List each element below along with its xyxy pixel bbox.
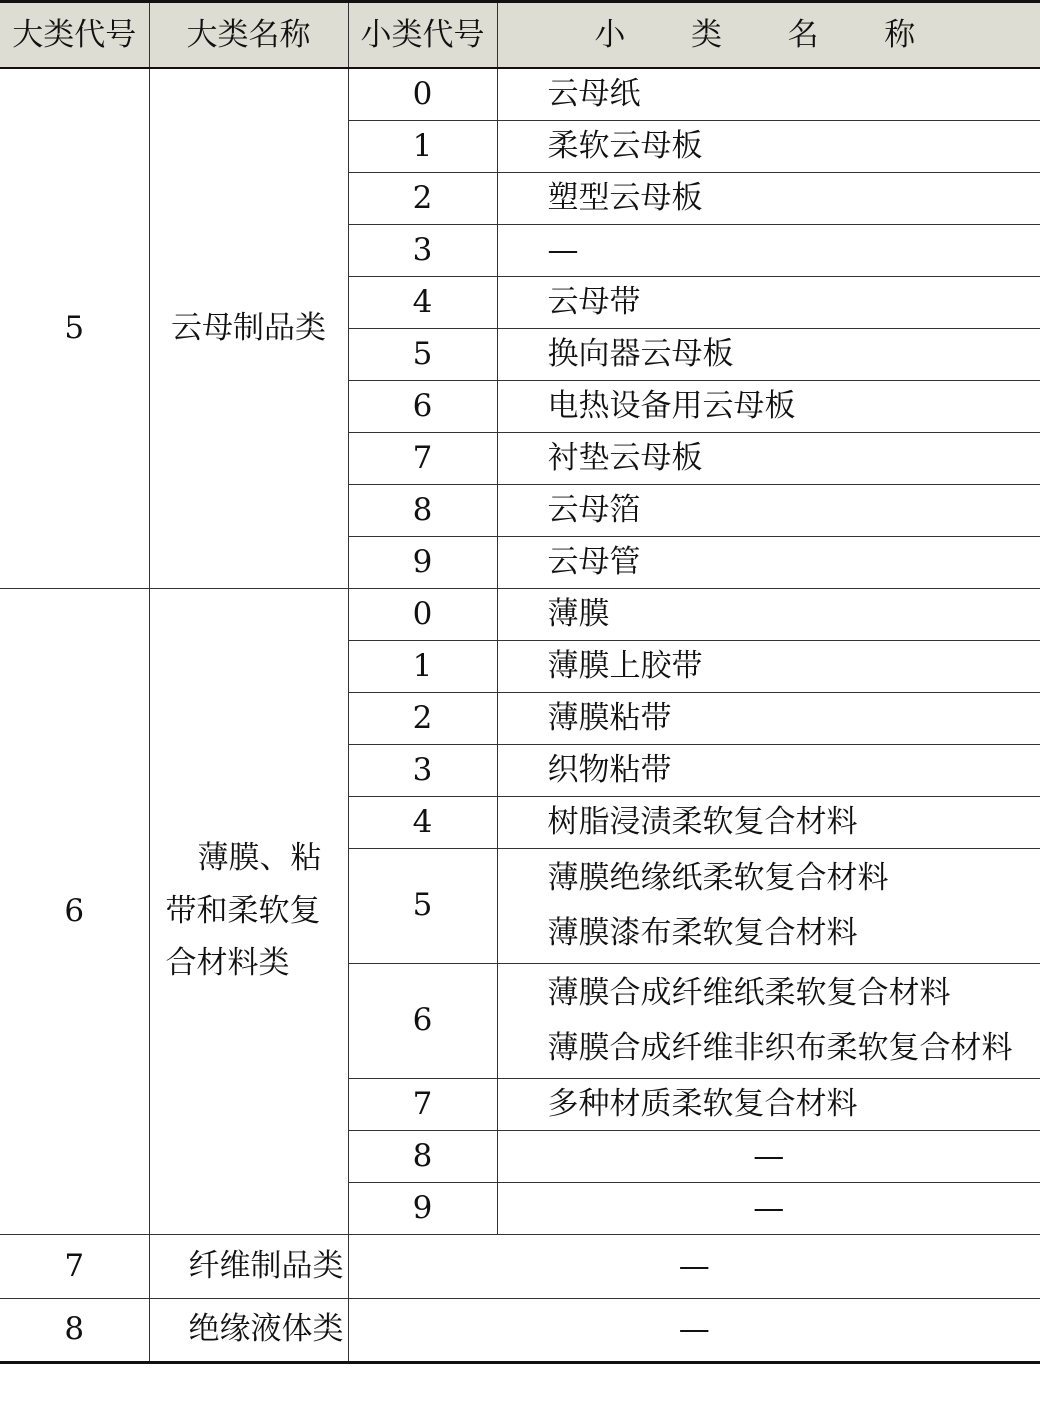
minor-code: 9 (348, 536, 497, 588)
minor-name: 云母管 (497, 536, 1040, 588)
major-code: 5 (0, 68, 149, 588)
minor-name: 云母带 (497, 276, 1040, 328)
minor-name: 塑型云母板 (497, 172, 1040, 224)
major-name-line: 薄膜、粘 (197, 839, 322, 876)
minor-code: 4 (348, 276, 497, 328)
minor-name: 薄膜 (497, 588, 1040, 640)
major-name: 绝缘液体类 (149, 1298, 348, 1362)
minor-name: — (497, 1182, 1040, 1234)
major-code: 6 (0, 588, 149, 1234)
minor-name: 云母纸 (497, 68, 1040, 120)
minor-name: 多种材质柔软复合材料 (497, 1078, 1040, 1130)
minor-name (497, 848, 1040, 963)
minor-name: 织物粘带 (497, 744, 1040, 796)
header-minor-code: 小类代号 (348, 2, 497, 69)
minor-code: 5 (348, 328, 497, 380)
minor-code: 6 (348, 380, 497, 432)
minor-name: — (348, 1298, 1040, 1362)
minor-code: 0 (348, 588, 497, 640)
table-row (0, 1234, 1040, 1298)
table-row (0, 588, 1040, 640)
minor-name (497, 963, 1040, 1078)
minor-name: — (348, 1234, 1040, 1298)
minor-code: 3 (348, 744, 497, 796)
minor-name: 树脂浸渍柔软复合材料 (497, 796, 1040, 848)
minor-name: 薄膜上胶带 (497, 640, 1040, 692)
table-row (0, 68, 1040, 120)
minor-name: 柔软云母板 (497, 120, 1040, 172)
minor-name: 衬垫云母板 (497, 432, 1040, 484)
minor-code: 0 (348, 68, 497, 120)
major-name: 云母制品类 (149, 68, 348, 588)
minor-code: 1 (348, 640, 497, 692)
header-major-code: 大类代号 (0, 2, 149, 69)
minor-code: 4 (348, 796, 497, 848)
minor-name: 电热设备用云母板 (497, 380, 1040, 432)
major-name: 纤维制品类 (149, 1234, 348, 1298)
minor-name: — (497, 224, 1040, 276)
minor-code: 5 (348, 848, 497, 963)
minor-code: 3 (348, 224, 497, 276)
major-code: 8 (0, 1298, 149, 1362)
header-major-name: 大类名称 (149, 2, 348, 69)
minor-code: 9 (348, 1182, 497, 1234)
minor-code: 7 (348, 1078, 497, 1130)
major-name-line: 合材料类 (165, 945, 290, 982)
minor-name-line: 薄膜绝缘纸柔软复合材料 (547, 860, 889, 897)
minor-name: 薄膜粘带 (497, 692, 1040, 744)
minor-name-line: 薄膜漆布柔软复合材料 (547, 914, 858, 951)
minor-name: 云母箔 (497, 484, 1040, 536)
major-name-line: 带和柔软复 (165, 892, 321, 929)
minor-code: 7 (348, 432, 497, 484)
minor-code: 2 (348, 692, 497, 744)
minor-code: 8 (348, 484, 497, 536)
major-code: 7 (0, 1234, 149, 1298)
minor-name: — (497, 1130, 1040, 1182)
header-row (0, 2, 1040, 69)
header-minor-name: 小 类 名 称 (497, 2, 1040, 69)
minor-name-line: 薄膜合成纤维纸柔软复合材料 (547, 975, 951, 1012)
minor-code: 6 (348, 963, 497, 1078)
minor-name-line: 薄膜合成纤维非织布柔软复合材料 (547, 1029, 1013, 1066)
minor-name: 换向器云母板 (497, 328, 1040, 380)
minor-code: 2 (348, 172, 497, 224)
table-row (0, 1298, 1040, 1362)
minor-code: 8 (348, 1130, 497, 1182)
minor-code: 1 (348, 120, 497, 172)
major-name (149, 588, 348, 1234)
